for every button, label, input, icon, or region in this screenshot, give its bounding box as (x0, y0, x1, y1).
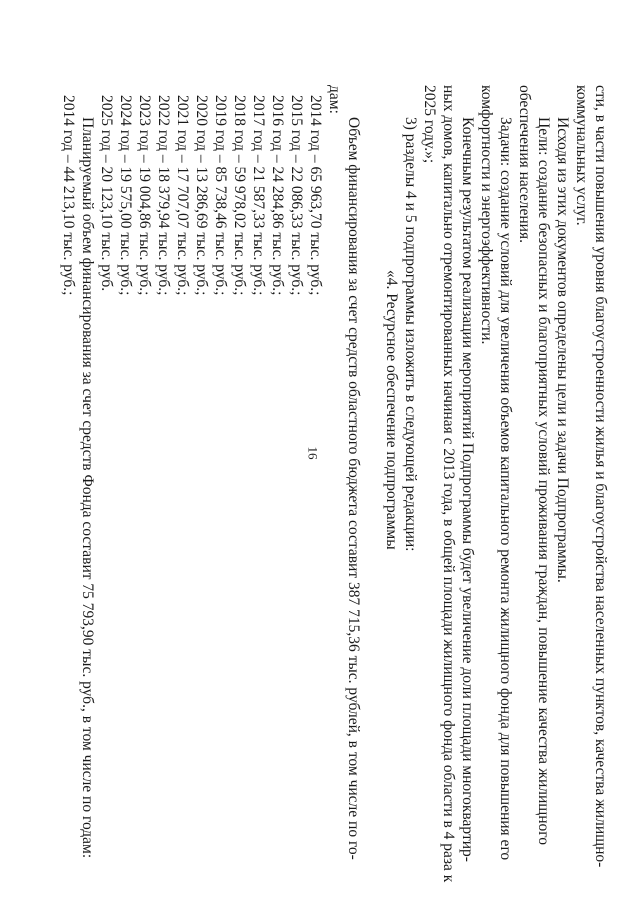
page-number: 16 (305, 446, 321, 460)
text-line: 2025 году.»; (421, 85, 438, 164)
text-line: 2019 год – 85 738,46 тыс. руб.; (212, 95, 229, 296)
text-line (363, 85, 382, 845)
text-line: Планируемый объем финансирования за счет средств Фонда составит 75 793,90 тыс. руб., в том числе по годам: (79, 117, 96, 859)
text-line: 2024 год – 19 575,00 тыс. руб.; (117, 95, 134, 296)
text-line: «4. Ресурсное обеспечение подпрограммы (383, 270, 400, 550)
text-line: Задачи: создание условий для увеличения объемов капитального ремонта жилищного фонда для повышения его (497, 117, 514, 861)
text-line: 2021 год – 17 707,07 тыс. руб.; (174, 95, 191, 296)
text-line: 2018 год – 59 978,02 тыс. руб.; (231, 95, 248, 296)
document-body (60, 85, 610, 883)
text-line: Исходя из этих документов определены цели и задачи Подпрограммы. (554, 117, 571, 583)
text-line: Цели: создание безопасных и благоприятных условий проживания граждан, повышение качества жилищного (535, 117, 552, 845)
text-line: 2023 год – 19 004,86 тыс. руб.; (136, 95, 153, 296)
text-line: 2017 год – 21 587,33 тыс. руб.; (250, 95, 267, 296)
text-line: 3) разделы 4 и 5 подпрограммы изложить в следующей редакции: (402, 117, 419, 552)
text-line: 2014 год – 65 963,70 тыс. руб.; (307, 95, 324, 296)
text-line: ных домов, капитально отремонтированных начиная с 2013 года, в общей площади жилищного фонда области в 4 раза к (440, 85, 457, 883)
text-line: дам: (326, 85, 343, 114)
text-line: обеспечения населения. (516, 85, 533, 243)
text-line: коммунальных услуг. (573, 85, 590, 226)
text-line: сти, в части повышения уровня благоустроенности жилья и благоустройства населенных пунктов, качества жилищно- (592, 85, 609, 868)
text-line: 2022 год – 18 379,94 тыс. руб.; (155, 95, 172, 296)
text-line: 2020 год – 13 286,69 тыс. руб.; (193, 95, 210, 296)
text-line: Конечным результатом реализации мероприятий Подпрограммы будет увеличение доли площади многоквартир- (459, 117, 476, 862)
text-line: 2025 год – 20 123,10 тыс. руб. (98, 95, 115, 292)
text-line: Объем финансирования за счет средств областного бюджета составит 387 715,36 тыс. рублей, в том числе по го- (345, 117, 362, 860)
text-line: комфортности и энергоэффективности. (478, 85, 495, 345)
text-line: 2016 год – 24 284,86 тыс. руб.; (269, 95, 286, 296)
text-line: 2015 год – 22 086,33 тыс. руб.; (288, 95, 305, 296)
text-line: 2014 год – 44 213,10 тыс. руб.; (60, 95, 77, 296)
